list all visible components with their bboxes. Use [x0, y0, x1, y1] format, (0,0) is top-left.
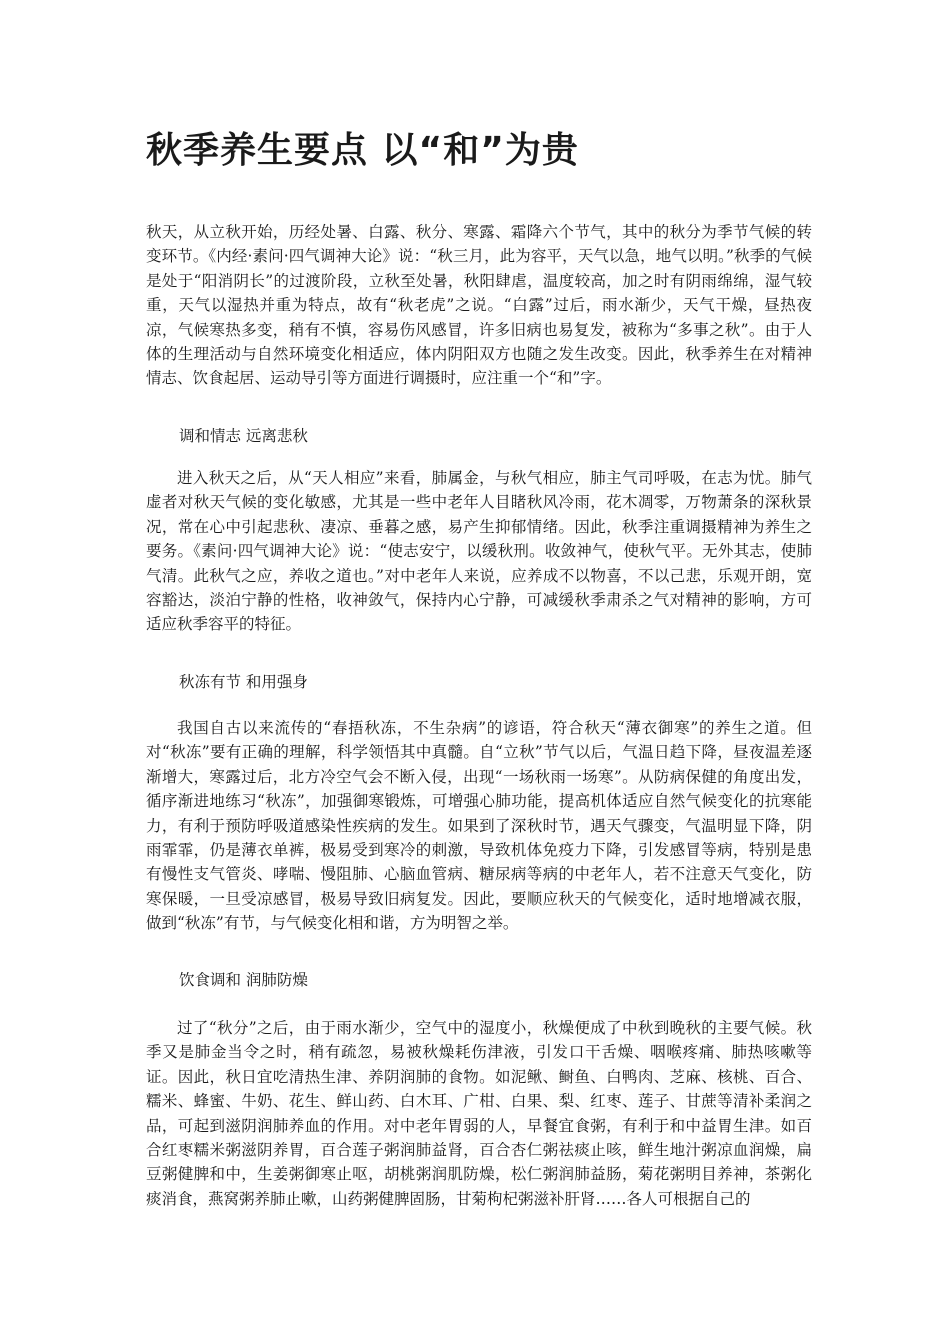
section-body-3: 过了“秋分”之后，由于雨水渐少，空气中的湿度小，秋燥便成了中秋到晚秋的主要气候。秋季又是肺金当令之时，稍有疏忽，易被秋燥耗伤津液，引发口干舌燥、咽喉疼痛、肺热咳嗽等证。因此，秋日宜吃清热生津、养阴润肺的食物。如泥鳅、鲥鱼、白鸭肉、芝麻、核桃、百合、糯米、蜂蜜、牛奶、花生、鲜山药、白木耳、广柑、白果、梨、红枣、莲子、甘蔗等清补柔润之品，可起到滋阴润肺养血的作用。对中老年胃弱的人，早餐宜食粥，有利于和中益胃生津。如百合红枣糯米粥滋阴养胃，百合莲子粥润肺益肾，百合杏仁粥祛痰止咳，鲜生地汁粥凉血润燥，扁豆粥健脾和中，生姜粥御寒止呕，胡桃粥润肌防燥，松仁粥润肺益肠，菊花粥明目养神，茶粥化痰消食，燕窝粥养肺止嗽，山药粥健脾固肠，甘菊枸杞粥滋补肝肾……各人可根据自己的 [146, 1019, 812, 1208]
section-heading-1: 调和情志 远离悲秋 [179, 427, 308, 445]
section-body-2: 我国自古以来流传的“春捂秋冻，不生杂病”的谚语，符合秋天“薄衣御寒”的养生之道。但对“秋冻”要有正确的理解，科学领悟其中真髓。自“立秋”节气以后，气温日趋下降，昼夜温差逐渐增大，寒露过后，北方冷空气会不断入侵，出现“一场秋雨一场寒”。从防病保健的角度出发，循序渐进地练习“秋冻”，加强御寒锻炼，可增强心肺功能，提高机体适应自然气候变化的抗寒能力，有利于预防呼吸道感染性疾病的发生。如果到了深秋时节，遇天气骤变，气温明显下降，阴雨霏霏，仍是薄衣单裤，极易受到寒冷的刺激，导致机体免疫力下降，引发感冒等病，特别是患有慢性支气管炎、哮喘、慢阻肺、心脑血管病、糖尿病等病的中老年人，若不注意天气变化，防寒保暖，一旦受凉感冒，极易导致旧病复发。因此，要顺应秋天的气候变化，适时地增减衣服，做到“秋冻”有节，与气候变化相和谐，方为明智之举。 [146, 719, 812, 933]
intro-paragraph: 秋天，从立秋开始，历经处暑、白露、秋分、寒露、霜降六个节气，其中的秋分为季节气候的转变环节。《内经·素问·四气调神大论》说：“秋三月，此为容平，天气以急，地气以明。”秋季的气候是处于“阳消阴长”的过渡阶段，立秋至处暑，秋阳肆虐，温度较高，加之时有阴雨绵绵，湿气较重，天气以湿热并重为特点，故有“秋老虎”之说。“白露”过后，雨水渐少，天气干燥，昼热夜凉，气候寒热多变，稍有不慎，容易伤风感冒，许多旧病也易复发，被称为“多事之秋”。由于人体的生理活动与自然环境变化相适应，体内阴阳双方也随之发生改变。因此，秋季养生在对精神情志、饮食起居、运动导引等方面进行调摄时，应注重一个“和”字。 [146, 223, 812, 388]
article-title: 秋季养生要点 以“和”为贵 [146, 130, 579, 171]
section-body-1: 进入秋天之后，从“天人相应”来看，肺属金，与秋气相应，肺主气司呼吸，在志为忧。肺气虚者对秋天气候的变化敏感，尤其是一些中老年人目睹秋风冷雨，花木凋零，万物萧条的深秋景况，常在心中引起悲秋、凄凉、垂暮之感，易产生抑郁情绪。因此，秋季注重调摄精神为养生之要务。《素问·四气调神大论》说：“使志安宁，以缓秋刑。收敛神气，使秋气平。无外其志，使肺气清。此秋气之应，养收之道也。”对中老年人来说，应养成不以物喜，不以己悲，乐观开朗，宽容豁达，淡泊宁静的性格，收神敛气，保持内心宁静，可减缓秋季肃杀之气对精神的影响，方可适应秋季容平的特征。 [146, 469, 812, 634]
section-heading-3: 饮食调和 润肺防燥 [179, 971, 308, 989]
section-heading-2: 秋冻有节 和用强身 [179, 673, 308, 691]
